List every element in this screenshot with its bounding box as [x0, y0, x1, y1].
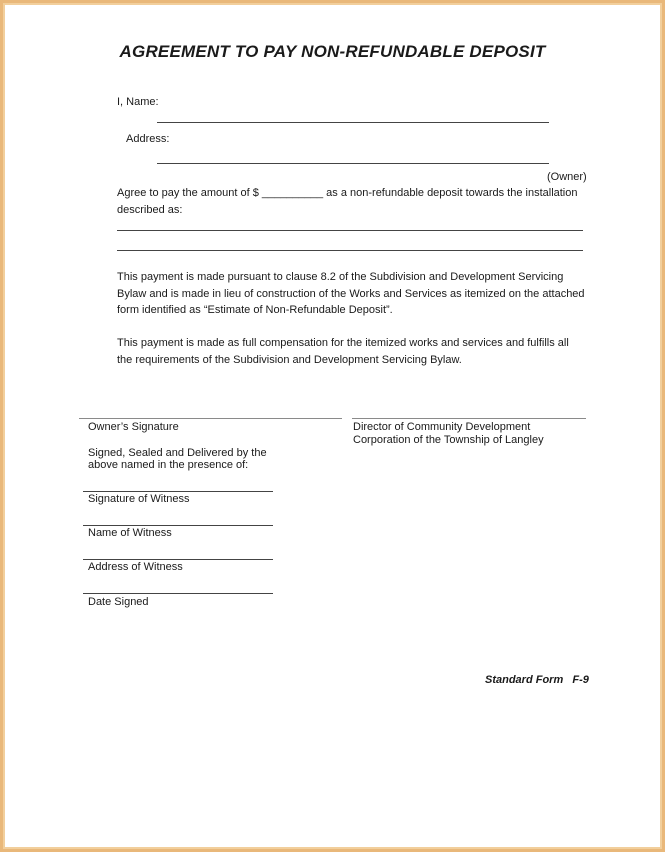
document-page	[5, 5, 660, 847]
date-signed-label: Date Signed	[88, 596, 149, 608]
document-title: AGREEMENT TO PAY NON-REFUNDABLE DEPOSIT	[119, 42, 546, 61]
form-number: F-9	[572, 674, 589, 686]
name-label: I, Name:	[117, 96, 159, 108]
address-of-witness-label: Address of Witness	[88, 561, 183, 573]
signed-sealed-text: Signed, Sealed and Delivered by the	[88, 447, 267, 459]
form-id	[485, 674, 589, 686]
description-line-1[interactable]	[117, 230, 583, 231]
presence-text: above named in the presence of:	[88, 459, 249, 471]
director-label: Director of Community Development	[353, 421, 531, 433]
owners-signature-label: Owner’s Signature	[88, 421, 179, 433]
address-line[interactable]	[157, 163, 549, 164]
agree-text: Agree to pay the amount of $ __________ as a non-refundable deposit towards the installation	[117, 187, 578, 199]
described-as-text: described as:	[117, 204, 183, 216]
form-label: Standard Form	[485, 674, 564, 686]
description-line-2[interactable]	[117, 250, 583, 251]
owner-label: (Owner)	[547, 171, 587, 183]
payment-clause-paragraph: This payment is made pursuant to clause 8.2 of the Subdivision and Development Servicing Bylaw and is made in lieu of construction of the Works and Services as itemized on the attached form identified as “Estimate of Non-Refundable Deposit”.	[117, 271, 585, 316]
name-of-witness-label: Name of Witness	[88, 527, 172, 539]
name-line[interactable]	[157, 122, 549, 123]
signature-of-witness-label: Signature of Witness	[88, 493, 190, 505]
address-label: Address:	[126, 133, 170, 145]
compensation-paragraph: This payment is made as full compensation for the itemized works and services and fulfills all the requirements of the Subdivision and Development Servicing Bylaw.	[117, 337, 569, 366]
corporation-label: Corporation of the Township of Langley	[353, 434, 544, 446]
